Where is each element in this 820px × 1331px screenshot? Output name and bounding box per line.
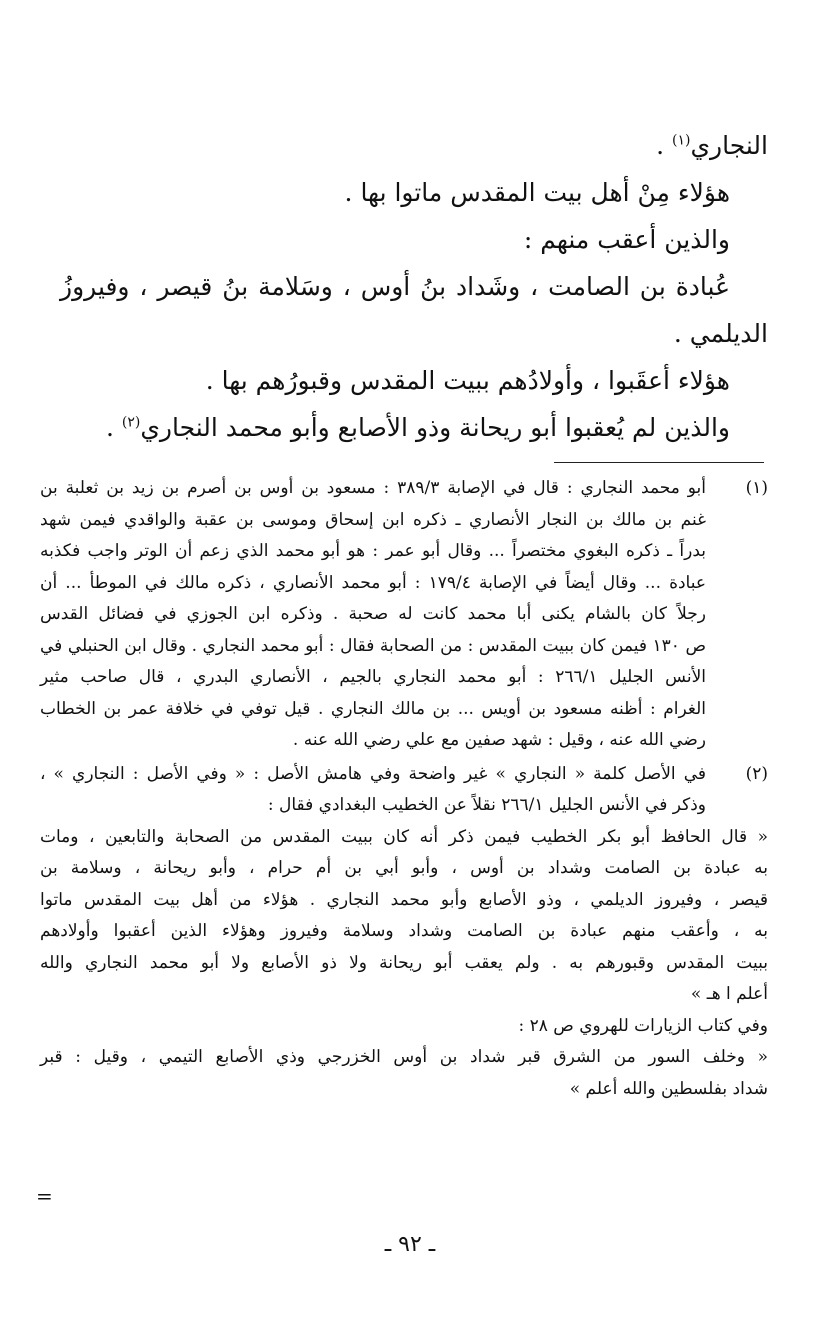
footnote-line: أعلم ا هـ » <box>690 984 768 1004</box>
main-line: والذين أعقب منهم : <box>523 225 730 254</box>
footnote-line: عبادة ... وقال أيضاً في الإصابة ١٧٩/٤ : أبو محمد الأنصاري ، ذكره مالك في الموطأ ... أن <box>40 572 707 593</box>
footnote-divider <box>554 462 764 463</box>
footnote-line: ص ١٣٠ فيمن كان ببيت المقدس : من الصحابة فقال : أبو محمد النجاري . وقال ابن الحنبلي في <box>40 635 707 656</box>
footnote-line: الغرام : أظنه مسعود بن أويس ... بن مالك النجاري . قيل توفي في خلافة عمر بن الخطاب <box>40 698 706 719</box>
main-line: والذين لم يُعقبوا أبو ريحانة وذو الأصابع وأبو محمد النجاري$^{(٢)}$ . <box>105 413 730 442</box>
footnote-line: أبو محمد النجاري : قال في الإصابة ٣٨٩/٣ : مسعود بن أوس بن أصرم بن زيد بن ثعلبة بن <box>40 478 706 498</box>
footnote-line: « قال الحافظ أبو بكر الخطيب فيمن ذكر أنه كان ببيت المقدس من الصحابة والتابعين ، ومات <box>40 826 768 847</box>
footnote-line: الأنس الجليل ٢٦٦/١ : أبو محمد النجاري بالجيم ، الأنصاري البدري ، قال صاحب مثير <box>40 667 706 687</box>
footnote-number: (٢) <box>745 763 768 784</box>
main-line: هؤلاء أعقَبوا ، وأولادُهم ببيت المقدس وقبورُهم بها . <box>205 366 730 395</box>
main-line: الديلمي . <box>673 319 768 348</box>
footnote-line: قيصر ، وفيروز الديلمي ، وذو الأصابع وأبو محمد النجاري . هؤلاء من أهل بيت المقدس ماتوا <box>40 889 768 910</box>
footnote-line: به عبادة بن الصامت وشداد بن أوس ، وأبو أبي بن أم حرام ، وأبو ريحانة ، وسلامة بن <box>40 858 768 878</box>
footnotes <box>40 473 768 1105</box>
page-number: ـ ٩٢ ـ <box>384 1232 436 1257</box>
main-line: النجاري$^{(١)}$ . <box>656 131 768 160</box>
footnote-2-quote <box>40 822 768 1106</box>
footnote-line: به ، وأعقب منهم عبادة بن الصامت وشداد وسلامة وفيروز وهؤلاء الذين أعقبوا وأولادهم <box>40 921 768 941</box>
footnote-line: رجلاً كان بالشام يكنى أبا محمد كانت له صحبة . وذكره ابن الجوزي في فضائل القدس <box>40 604 706 624</box>
main-text <box>60 122 768 451</box>
footnote-line: رضي الله عنه ، وقيل : شهد صفين مع علي رضي الله عنه . <box>292 730 706 750</box>
footnote-ref[interactable]: (٢) <box>121 414 141 431</box>
footnote-line: شداد بفلسطين والله أعلم » <box>569 1078 768 1099</box>
footnote-line: وذكر في الأنس الجليل ٢٦٦/١ نقلاً عن الخطيب البغدادي فقال : <box>267 795 706 815</box>
footnote-1 <box>40 473 768 757</box>
main-line: عُبادة بن الصامت ، وشَداد بنُ أوس ، وسَلامة بنُ قيصر ، وفيروزُ <box>60 272 730 301</box>
footnote-line: في الأصل كلمة « النجاري » غير واضحة وفي هامش الأصل : « وفي الأصل : النجاري » ، <box>40 763 706 784</box>
footnote-2 <box>40 759 768 822</box>
footnote-line: بدراً ـ ذكره البغوي مختصراً ... وقال أبو عمر : هو أبو محمد الذي زعم أن الوتر واجب فكذبه <box>40 541 706 561</box>
footnote-line: « وخلف السور من الشرق قبر شداد بن أوس الخزرجي وذي الأصابع التيمي ، وقيل : قبر <box>40 1047 768 1067</box>
footnote-number: (١) <box>745 478 768 498</box>
footnote-line: غنم بن مالك بن النجار الأنصاري ـ ذكره ابن إسحاق وموسى بن عقبة والواقدي فيمن شهد <box>40 509 706 530</box>
footnote-line: ببيت المقدس وقبورهم به . ولم يعقب أبو ريحانة ولا ذو الأصابع ولا أبو محمد النجاري والله <box>40 952 768 973</box>
main-line: هؤلاء مِنْ أهل بيت المقدس ماتوا بها . <box>344 178 730 207</box>
footnote-ref[interactable]: (١) <box>672 132 691 149</box>
footnote-line: وفي كتاب الزيارات للهروي ص ٢٨ : <box>518 1015 768 1036</box>
continuation-mark: = <box>36 1184 53 1208</box>
